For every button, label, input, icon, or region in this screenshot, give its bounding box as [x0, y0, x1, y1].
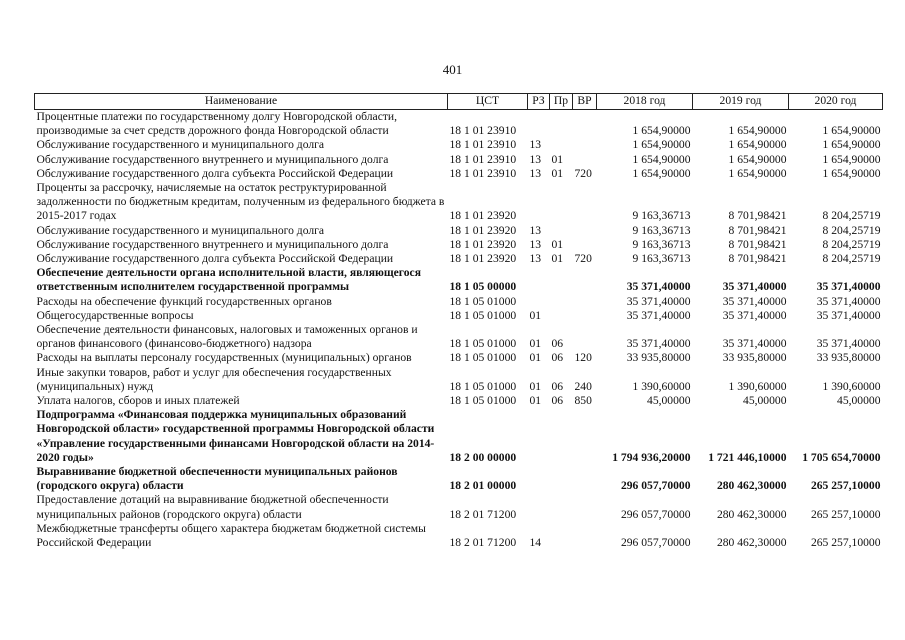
row-2020: 35 371,40000	[816, 337, 881, 351]
row-2019: 1 654,90000	[728, 138, 787, 152]
row-pr: 06	[551, 337, 564, 351]
row-2020: 265 257,10000	[810, 536, 881, 550]
row-pr	[550, 181, 573, 224]
table-row	[35, 110, 883, 139]
table-row	[35, 224, 883, 238]
row-2020: 8 204,25719	[822, 252, 881, 266]
row-name: Обслуживание государственного и муниципального долга	[36, 138, 325, 152]
row-pr	[550, 408, 573, 465]
row-2020: 35 371,40000	[816, 308, 881, 322]
row-rz: 01	[529, 337, 542, 351]
row-2020: 265 257,10000	[810, 479, 881, 493]
table-row	[35, 366, 883, 394]
row-2019: 35 371,40000	[722, 294, 787, 308]
row-cst: 18 2 01 00000	[449, 479, 517, 493]
row-2019: 1 654,90000	[728, 166, 787, 180]
row-2019: 1 721 446,10000	[708, 450, 787, 464]
row-2019: 1 654,90000	[728, 152, 787, 166]
row-vr	[573, 181, 597, 224]
row-name: Обслуживание государственного и муниципального долга	[36, 223, 325, 237]
row-cst: 18 1 01 23910	[449, 166, 517, 180]
table-row	[35, 295, 883, 309]
row-2018: 296 057,70000	[620, 536, 691, 550]
row-name: Обеспечение деятельности финансовых, налоговых и таможенных органов и органов финансового (финансово-бюджетного) надзора	[36, 323, 418, 351]
table-row	[35, 309, 883, 323]
row-name: Подпрограмма «Финансовая поддержка муниципальных образований Новгородской области» государственной программы Новгородской области «Управление государственными финансами Новгородской области на 2014-2020 годы»	[36, 408, 435, 464]
row-2020: 1 654,90000	[822, 152, 881, 166]
row-rz: 01	[529, 308, 542, 322]
row-name: Процентные платежи по государственному долгу Новгородской области, производимые за счет средств дорожного фонда Новгородской области	[36, 110, 398, 138]
row-pr	[550, 295, 573, 309]
row-pr: 01	[551, 152, 564, 166]
row-rz	[528, 110, 550, 139]
row-2019: 1 390,60000	[728, 379, 787, 393]
row-cst: 18 1 05 01000	[449, 394, 517, 408]
row-2019: 8 701,98421	[728, 252, 787, 266]
row-2018: 296 057,70000	[620, 479, 691, 493]
row-2019: 280 462,30000	[716, 536, 787, 550]
row-cst: 18 1 05 01000	[449, 294, 517, 308]
row-2020: 1 654,90000	[822, 138, 881, 152]
row-2018: 296 057,70000	[620, 507, 691, 521]
table-row	[35, 138, 883, 152]
row-rz: 13	[529, 152, 542, 166]
row-cst: 18 1 01 23920	[449, 237, 517, 251]
header-2020: 2020 год	[789, 94, 883, 110]
row-name: Уплата налогов, сборов и иных платежей	[36, 394, 240, 408]
row-name: Иные закупки товаров, работ и услуг для обеспечения государственных (муниципальных) нужд	[36, 365, 392, 393]
row-name: Обслуживание государственного внутреннего и муниципального долга	[36, 237, 389, 251]
row-cst: 18 1 01 23910	[449, 124, 517, 138]
row-rz: 13	[529, 166, 542, 180]
row-cst: 18 2 00 00000	[449, 450, 517, 464]
row-pr: 06	[551, 351, 564, 365]
row-2019: 45,00000	[743, 394, 787, 408]
row-rz: 14	[529, 536, 542, 550]
row-rz	[528, 408, 550, 465]
row-pr	[550, 224, 573, 238]
table-body	[35, 110, 883, 551]
row-cst: 18 1 05 01000	[449, 308, 517, 322]
row-2019: 33 935,80000	[722, 351, 787, 365]
row-2018: 9 163,36713	[632, 252, 691, 266]
header-pr: Пр	[550, 94, 573, 110]
row-vr	[573, 295, 597, 309]
row-2019: 1 654,90000	[728, 124, 787, 138]
row-2020: 33 935,80000	[816, 351, 881, 365]
row-cst: 18 1 05 00000	[449, 280, 517, 294]
header-2019: 2019 год	[693, 94, 789, 110]
row-name: Обслуживание государственного долга субъекта Российской Федерации	[36, 252, 394, 266]
row-name: Расходы на выплаты персоналу государственных (муниципальных) органов	[36, 351, 412, 365]
row-vr	[573, 153, 597, 167]
row-2018: 35 371,40000	[626, 294, 691, 308]
row-name: Обслуживание государственного внутреннего и муниципального долга	[36, 152, 389, 166]
row-vr	[573, 224, 597, 238]
row-rz: 13	[529, 237, 542, 251]
budget-table	[34, 93, 883, 550]
row-2020: 35 371,40000	[816, 294, 881, 308]
row-rz: 01	[529, 394, 542, 408]
row-2019: 280 462,30000	[716, 507, 787, 521]
row-rz: 01	[529, 351, 542, 365]
table-row	[35, 153, 883, 167]
table-row	[35, 408, 883, 465]
row-name: Обеспечение деятельности органа исполнительной власти, являющегося ответственным исполнителем государственной программы	[36, 266, 421, 294]
row-cst: 18 1 01 23920	[449, 223, 517, 237]
header-2018: 2018 год	[597, 94, 693, 110]
row-vr	[573, 323, 597, 351]
row-rz	[528, 295, 550, 309]
row-2020: 1 654,90000	[822, 166, 881, 180]
row-vr: 120	[574, 351, 592, 365]
page-number: 401	[442, 62, 463, 77]
header-name: Наименование	[35, 94, 448, 110]
row-vr	[573, 465, 597, 493]
row-vr	[573, 238, 597, 252]
row-pr	[550, 493, 573, 521]
row-2018: 1 654,90000	[632, 124, 691, 138]
row-2019: 8 701,98421	[728, 223, 787, 237]
row-vr: 850	[574, 394, 592, 408]
row-cst: 18 2 01 71200	[449, 507, 517, 521]
row-cst: 18 1 05 01000	[449, 351, 517, 365]
row-cst: 18 1 01 23920	[449, 252, 517, 266]
row-cst: 18 1 05 01000	[449, 379, 517, 393]
row-pr: 06	[551, 379, 564, 393]
row-2020: 8 204,25719	[822, 237, 881, 251]
table-row	[35, 181, 883, 224]
row-rz	[528, 181, 550, 224]
row-2018: 1 794 936,20000	[612, 450, 691, 464]
row-2019: 8 701,98421	[728, 209, 787, 223]
row-2018: 1 654,90000	[632, 138, 691, 152]
row-rz	[528, 493, 550, 521]
row-pr	[550, 266, 573, 294]
row-rz: 13	[529, 138, 542, 152]
table-row	[35, 323, 883, 351]
row-vr: 240	[574, 379, 592, 393]
row-pr	[550, 465, 573, 493]
row-2019: 35 371,40000	[722, 308, 787, 322]
row-2020: 1 705 654,70000	[802, 450, 881, 464]
row-pr: 01	[551, 252, 564, 266]
row-2020: 8 204,25719	[822, 223, 881, 237]
row-vr	[573, 522, 597, 550]
row-name: Предоставление дотаций на выравнивание бюджетной обеспеченности муниципальных районов (городского округа) области	[36, 493, 389, 521]
row-cst: 18 1 01 23910	[449, 152, 517, 166]
row-name: Обслуживание государственного долга субъекта Российской Федерации	[36, 166, 394, 180]
row-rz	[528, 266, 550, 294]
row-2018: 9 163,36713	[632, 209, 691, 223]
row-vr: 720	[574, 252, 592, 266]
table-row	[35, 351, 883, 365]
row-pr	[550, 522, 573, 550]
row-2018: 35 371,40000	[626, 280, 691, 294]
row-2018: 33 935,80000	[626, 351, 691, 365]
row-cst: 18 1 01 23920	[449, 209, 517, 223]
row-pr	[550, 309, 573, 323]
row-rz: 01	[529, 379, 542, 393]
table-row	[35, 238, 883, 252]
row-vr	[573, 408, 597, 465]
row-2018: 45,00000	[647, 394, 691, 408]
header-vr: ВР	[573, 94, 597, 110]
row-2018: 1 390,60000	[632, 379, 691, 393]
row-2020: 45,00000	[837, 394, 881, 408]
table-row	[35, 266, 883, 294]
row-2018: 9 163,36713	[632, 237, 691, 251]
row-2020: 1 390,60000	[822, 379, 881, 393]
row-pr	[550, 110, 573, 139]
row-name: Проценты за рассрочку, начисляемые на остаток реструктурированной задолженности по бюджетным кредитам, полученным из федерального бюджета в 2015-2017 годах	[36, 181, 445, 223]
table-header-row	[35, 94, 883, 110]
row-2020: 265 257,10000	[810, 507, 881, 521]
row-name: Выравнивание бюджетной обеспеченности муниципальных районов (городского округа) области	[36, 465, 398, 493]
row-2018: 1 654,90000	[632, 152, 691, 166]
row-vr	[573, 493, 597, 521]
row-2020: 35 371,40000	[816, 280, 881, 294]
row-vr: 720	[574, 166, 592, 180]
row-pr	[550, 138, 573, 152]
row-2020: 1 654,90000	[822, 124, 881, 138]
row-vr	[573, 266, 597, 294]
row-cst: 18 2 01 71200	[449, 536, 517, 550]
table-row	[35, 252, 883, 266]
row-pr: 06	[551, 394, 564, 408]
table-row	[35, 465, 883, 493]
header-rz: РЗ	[528, 94, 550, 110]
row-2020: 8 204,25719	[822, 209, 881, 223]
row-2018: 35 371,40000	[626, 308, 691, 322]
row-name: Межбюджетные трансферты общего характера бюджетам бюджетной системы Российской Федерации	[36, 521, 426, 550]
table-row	[35, 522, 883, 550]
header-cst: ЦСТ	[448, 94, 528, 110]
row-2019: 35 371,40000	[722, 280, 787, 294]
row-rz	[528, 465, 550, 493]
row-vr	[573, 309, 597, 323]
table-row	[35, 493, 883, 521]
row-rz: 13	[529, 252, 542, 266]
row-pr: 01	[551, 237, 564, 251]
row-name: Расходы на обеспечение функций государственных органов	[36, 294, 332, 308]
row-rz: 13	[529, 223, 542, 237]
row-pr: 01	[551, 166, 564, 180]
row-2019: 35 371,40000	[722, 337, 787, 351]
row-2019: 280 462,30000	[716, 479, 787, 493]
row-2018: 1 654,90000	[632, 166, 691, 180]
row-2019: 8 701,98421	[728, 237, 787, 251]
row-2018: 9 163,36713	[632, 223, 691, 237]
row-2018: 35 371,40000	[626, 337, 691, 351]
row-cst: 18 1 01 23910	[449, 138, 517, 152]
row-vr	[573, 110, 597, 139]
table-row	[35, 167, 883, 181]
row-vr	[573, 138, 597, 152]
table-row	[35, 394, 883, 408]
row-name: Общегосударственные вопросы	[36, 308, 194, 322]
row-cst: 18 1 05 01000	[449, 337, 517, 351]
